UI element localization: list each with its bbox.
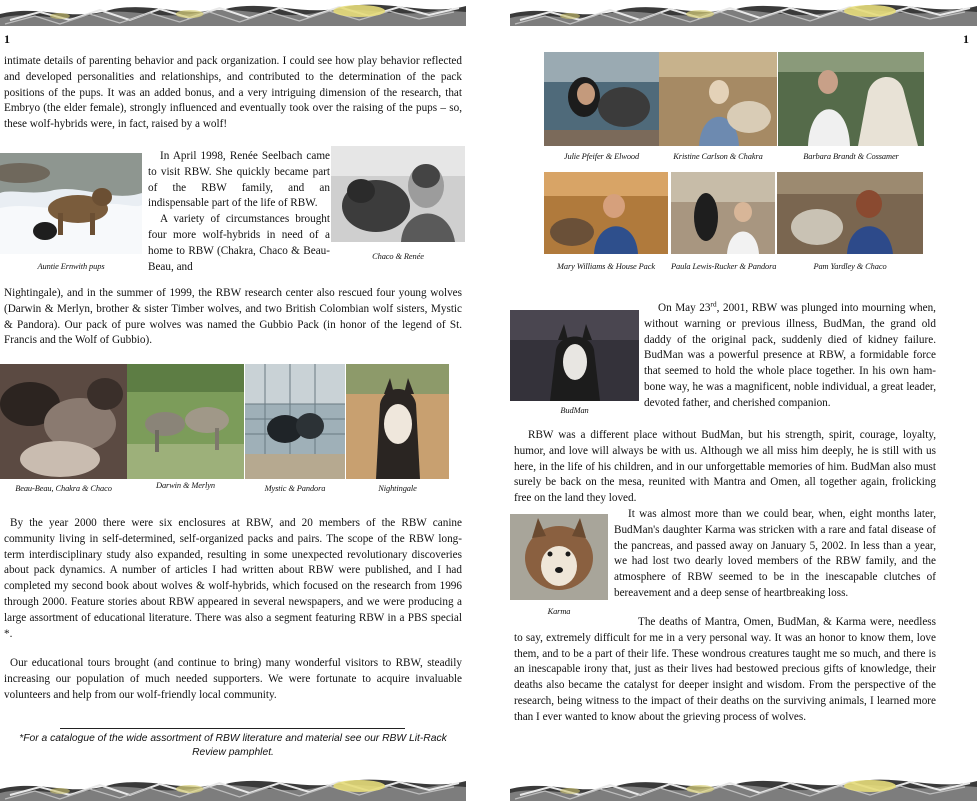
caption-darwin: Darwin & Merlyn bbox=[156, 481, 215, 490]
photo-mystic-pandora bbox=[245, 364, 345, 479]
year-2000-paragraph: By the year 2000 there were six enclosures at RBW, and 20 members of the RBW canine community living in self-determined, self-organized packs and pairs. The scope of the RBW long-term interdisciplinary study also expanded, resulting in some unexpected revolutionary discoveries about pack dynamics. A number of articles I had written about RBW were published, and I had completed my second book about wolves & wolf-hybrids, which focused on the research from 1996 through 2000. Feature stories about RBW appeared in several newspapers, and we were producing a large assortment of educational literature. There was also a segment featuring RBW in a PBS special *. bbox=[4, 517, 462, 640]
caption-julie: Julie Pfeifer & Elwood bbox=[563, 152, 640, 161]
caption-chaco-renee: Chaco & Renée bbox=[372, 252, 424, 261]
photo-julie-elwood bbox=[544, 52, 659, 146]
left-page bbox=[0, 0, 466, 801]
without-budman-paragraph: RBW was a different place without BudMan, but his strength, spirit, courage, loyalty, humor, and love will always be with us. Although we all miss him deeply, he is still with us here, in the life of his children, and in our unforgettable memories of him. BudMan also must surely be back on the mesa, reunited with Mantra and Omen, all together again, frolicking free on the land they loved. bbox=[514, 429, 936, 505]
caption-beau: Beau-Beau, Chakra & Chaco bbox=[15, 484, 112, 493]
page-gutter bbox=[466, 0, 510, 801]
renee-paragraph bbox=[148, 149, 330, 275]
footnote: *For a catalogue of the wide assortment of RBW literature and material see our RBW Lit-Rack Review pamphlet. bbox=[19, 733, 447, 758]
caption-kristine: Kristine Carlson & Chakra bbox=[673, 152, 763, 161]
photo-beau-chakra-chaco bbox=[0, 364, 127, 479]
photo-auntie-ern-with-pups bbox=[0, 153, 142, 254]
deaths-paragraph: The deaths of Mantra, Omen, BudMan, & Karma were, needless to say, extremely difficult for me in a very personal way. It was an honor to know them, love them, and to be a part of their life. These wondrous creatures taught me so much, and there is an inescapable irony that, just as their lives had bestowed precious gifts of knowledge, their deaths also became the catalyst for deeper insight and wisdom. From the perspective of the research, being witness to the impact of their deaths on the surviving animals, I learned more than I ever wanted to know about the grieving process of wolves. bbox=[514, 616, 936, 723]
decorative-header-band bbox=[510, 0, 977, 26]
caption-pam: Pam Yardley & Chaco bbox=[813, 262, 887, 271]
photo-chaco-renee bbox=[331, 146, 465, 242]
decorative-footer-band bbox=[0, 775, 466, 801]
renee-text: In April 1998, Renée Seelbach came to visit RBW. She quickly became part of the RBW family, and an indispensable part of the life of RBW. bbox=[148, 150, 330, 210]
budman-paragraph bbox=[644, 301, 936, 412]
photo-barbara-cossamer bbox=[778, 52, 924, 146]
caption-budman: BudMan bbox=[560, 406, 589, 415]
photo-nightingale bbox=[346, 364, 449, 479]
photo-kristine-chakra bbox=[659, 52, 777, 146]
caption-barbara: Barbara Brandt & Cossamer bbox=[803, 152, 899, 161]
photo-budman bbox=[510, 310, 639, 401]
budman-date-suffix: rd bbox=[710, 299, 717, 309]
caption-karma: Karma bbox=[547, 607, 571, 616]
caption-nightingale: Nightingale bbox=[378, 484, 417, 493]
footnote-rule bbox=[60, 728, 405, 729]
variety-text: A variety of circumstances brought four more wolf-hybrids in need of a home to RBW (Chakra, Chaco & Beau-Beau, and bbox=[148, 213, 330, 273]
photo-mary-house-pack bbox=[544, 172, 668, 254]
budman-rest-text: , 2001, RBW was plunged into mourning when, without warning or previous illness, BudMan, the grand old daddy of the original pack, suddenly died of kidney failure. BudMan was a powerful presence at RBW, a formidable force that seemed to hold the whole place together. In his own ham-bone way, he was a magnificent, noble individual, a great leader, devoted father, and cherished companion. bbox=[644, 302, 936, 409]
photo-paula-pandora bbox=[671, 172, 775, 254]
caption-mystic: Mystic & Pandora bbox=[264, 484, 326, 493]
karma-paragraph: It was almost more than we could bear, when, eight months later, BudMan's daughter Karma was stricken with a rare and fatal disease of the pancreas, and passed away on January 5, 2002. In less than a year, we had lost two dearly loved members of the RBW family, and the atmosphere of RBW seemed to be in the inescapable clutches of bereavement and a deep sense of heartbreaking loss. bbox=[614, 508, 936, 599]
caption-mary: Mary Williams & House Pack bbox=[557, 262, 655, 271]
photo-darwin-merlyn bbox=[127, 364, 244, 479]
decorative-header-band bbox=[0, 0, 466, 26]
caption-paula: Paula Lewis-Rucker & Pandora bbox=[671, 262, 777, 271]
budman-date-text: On May 23 bbox=[658, 302, 711, 314]
photo-karma bbox=[510, 514, 608, 600]
page-number: 1 bbox=[963, 32, 969, 46]
page-number: 1 bbox=[4, 32, 10, 46]
rescue-paragraph: Nightingale), and in the summer of 1999, the RBW research center also rescued four young wolves (Darwin & Merlyn, brother & sister Timber wolves, and two British Colombian wolf sisters, Mystic & Pandora). Our pack of pure wolves was named the Gubbio Pack (in honor of the legend of St. Francis and the Wolf of Gubbio). bbox=[4, 287, 462, 347]
intro-paragraph: intimate details of parenting behavior and pack organization. I could see how play behavior reflected and developed personalities and relationships, and contributed to the determination of the pack positions of the pups. It was an added bonus, and a very intriguing dimension of the research, that Embryo (the elder female), strongly influenced and eventually took over the raising of the pups – so, these wolf-hybrids were, in fact, raised by a wolf! bbox=[4, 55, 462, 131]
tours-paragraph: Our educational tours brought (and continue to bring) many wonderful visitors to RBW, steadily increasing our population of much needed supporters. We were fortunate to acquire invaluable volunteers and help from our wolf-friendly local community. bbox=[4, 657, 462, 701]
right-page bbox=[510, 0, 977, 801]
photo-pam-chaco bbox=[777, 172, 923, 254]
caption-auntie: Auntie Ernwith pups bbox=[37, 262, 105, 271]
decorative-footer-band bbox=[510, 775, 977, 801]
